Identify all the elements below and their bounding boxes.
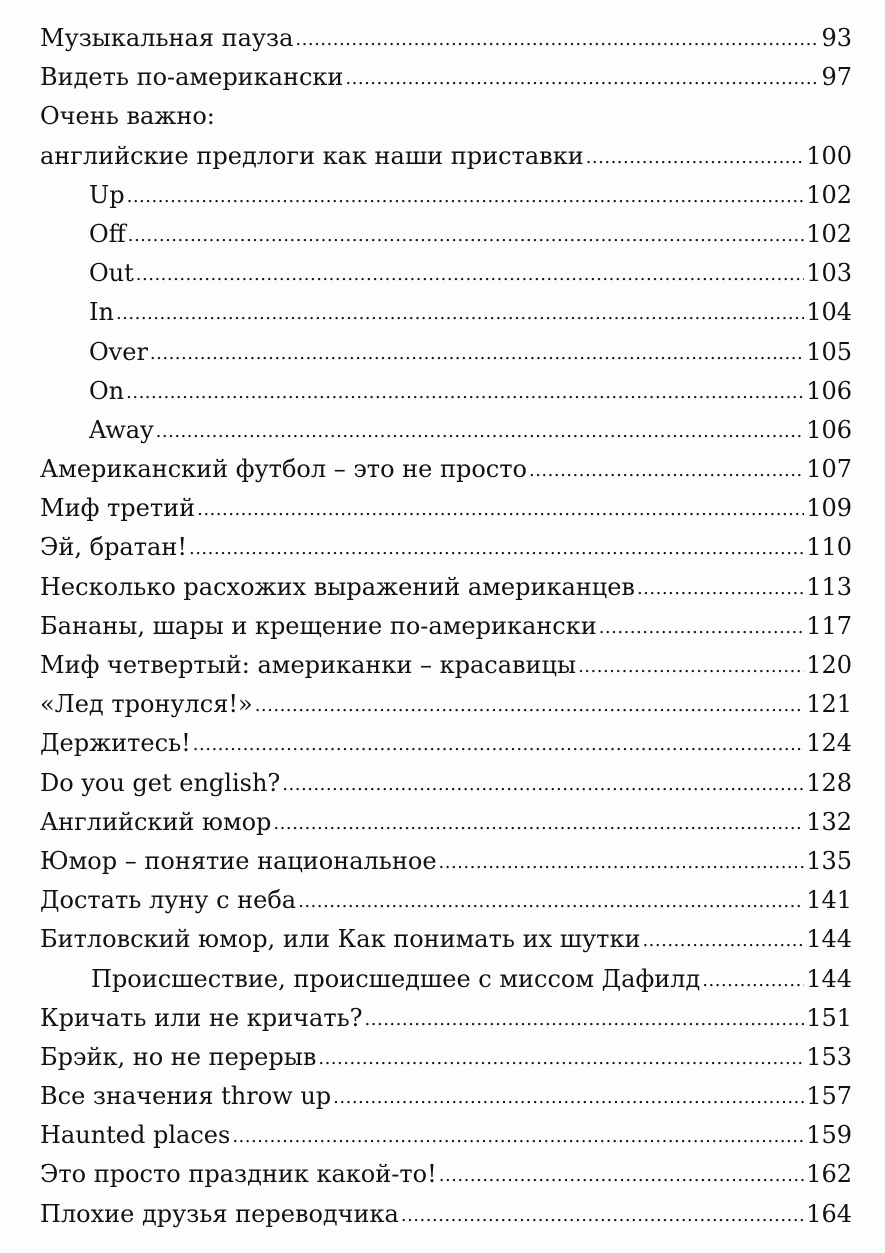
dot-leader <box>642 919 804 960</box>
toc-entry-title: Музыкальная пауза <box>40 24 294 52</box>
toc-entry-title: Очень важно: <box>40 102 215 131</box>
dot-leader <box>127 175 805 216</box>
toc-entry <box>40 881 852 920</box>
dot-leader <box>255 684 805 725</box>
toc-entry-title: Плохие друзья переводчика <box>40 1199 399 1228</box>
toc-entry-page: 124 <box>806 729 852 758</box>
toc-entry-page: 151 <box>806 1003 852 1032</box>
dot-leader <box>189 527 804 568</box>
toc-entry-title: Видеть по-американски <box>40 63 344 92</box>
toc-entry-title: Do you get english? <box>40 768 281 797</box>
toc-entry-page: 141 <box>806 886 852 915</box>
dot-leader <box>197 488 804 529</box>
dot-leader <box>345 57 819 98</box>
toc-entry <box>40 1116 852 1155</box>
toc-entry <box>40 137 852 176</box>
dot-leader <box>401 1194 804 1235</box>
dot-leader <box>439 1154 804 1195</box>
toc-entry-page: 103 <box>806 259 852 288</box>
toc-entry-page: 102 <box>806 180 852 209</box>
toc-entry-page: 157 <box>806 1082 852 1111</box>
toc-entry-page: 117 <box>806 611 852 640</box>
toc-entry-title: In <box>89 298 114 327</box>
toc-entry-title: Up <box>89 180 125 209</box>
toc-entry-page: 113 <box>806 572 852 601</box>
dot-leader <box>156 410 805 451</box>
toc-entry-title: Достать луну с неба <box>40 886 297 915</box>
toc-entry-page: 106 <box>806 376 852 405</box>
toc-entry <box>40 646 852 685</box>
toc-entry-title: Юмор – понятие национальное <box>40 846 437 875</box>
toc-entry-page: 107 <box>806 455 852 484</box>
toc-entry-page: 144 <box>806 925 852 954</box>
toc-entry <box>40 333 852 372</box>
toc-entry <box>40 372 852 411</box>
toc-entry-title: «Лед тронулся!» <box>40 690 253 719</box>
toc-entry <box>40 489 852 528</box>
toc-entry <box>40 960 852 999</box>
toc-entry <box>40 1038 852 1077</box>
toc-entry <box>40 450 852 489</box>
toc-entry <box>40 528 852 567</box>
toc-entry <box>40 411 852 450</box>
toc-entry-page: 102 <box>806 219 852 248</box>
toc-entry-title: Американский футбол – это не просто <box>40 455 527 484</box>
dot-leader <box>232 1115 804 1156</box>
toc-entry-title: английские предлоги как наши приставки <box>40 141 584 170</box>
dot-leader <box>150 332 804 373</box>
toc-entry-page: 105 <box>806 337 852 366</box>
toc-entry-page: 132 <box>806 807 852 836</box>
toc-entry <box>40 176 852 215</box>
dot-leader <box>318 1037 804 1078</box>
dot-leader <box>128 214 804 255</box>
toc-entry <box>40 724 852 763</box>
toc-entry <box>40 97 852 136</box>
dot-leader <box>586 136 804 177</box>
toc-entry-page: 128 <box>806 768 852 797</box>
toc-entry-title: On <box>89 376 125 405</box>
toc-entry-title: Держитесь! <box>40 729 191 758</box>
toc-entry <box>40 1077 852 1116</box>
toc-entry-page: 93 <box>821 24 852 52</box>
toc-entry <box>40 293 852 332</box>
toc-entry-page: 144 <box>806 964 852 993</box>
toc-entry-page: 100 <box>806 141 852 170</box>
toc-entry-title: Эй, братан! <box>40 533 187 562</box>
dot-leader <box>578 645 804 686</box>
toc-entry-title: Английский юмор <box>40 807 272 836</box>
toc-entry-page: 135 <box>806 846 852 875</box>
toc-entry <box>40 999 852 1038</box>
dot-leader <box>298 880 804 921</box>
toc-entry <box>40 215 852 254</box>
toc-entry-title: Haunted places <box>40 1121 231 1150</box>
toc-entry <box>40 764 852 803</box>
dot-leader <box>439 841 805 882</box>
dot-leader <box>702 959 804 1000</box>
toc-entry-page: 162 <box>806 1160 852 1189</box>
toc-entry-title: Off <box>89 219 126 248</box>
toc-entry <box>40 920 852 959</box>
toc-entry-title: Out <box>89 259 134 288</box>
toc-entry <box>40 19 852 58</box>
toc-entry-page: 120 <box>806 651 852 679</box>
toc-entry-title: Несколько расхожих выражений американцев <box>40 572 635 601</box>
dot-leader <box>295 18 819 59</box>
table-of-contents <box>40 19 852 1234</box>
dot-leader <box>333 1076 804 1117</box>
toc-entry-page: 164 <box>806 1199 852 1228</box>
dot-leader <box>365 998 805 1039</box>
toc-entry-title: Миф третий <box>40 494 196 523</box>
toc-entry-title: Брэйк, но не перерыв <box>40 1042 317 1071</box>
dot-leader <box>136 253 804 294</box>
dot-leader <box>637 567 804 608</box>
toc-entry-title: Away <box>89 415 154 444</box>
toc-entry-page: 104 <box>806 298 852 327</box>
toc-entry <box>40 685 852 724</box>
toc-entry <box>40 568 852 607</box>
toc-entry <box>40 607 852 646</box>
dot-leader <box>529 449 804 490</box>
dot-leader <box>273 802 804 843</box>
toc-entry-page: 121 <box>806 690 852 719</box>
toc-entry <box>40 842 852 881</box>
toc-entry-page: 106 <box>806 415 852 444</box>
dot-leader <box>599 606 805 647</box>
toc-entry-title: Это просто праздник какой-то! <box>40 1160 437 1189</box>
toc-entry-title: Битловский юмор, или Как понимать их шутки <box>40 925 641 954</box>
toc-entry-title: Over <box>89 337 148 366</box>
dot-leader <box>193 723 804 764</box>
toc-entry-title: Все значения throw up <box>40 1082 332 1111</box>
toc-entry-title: Бананы, шары и крещение по-американски <box>40 611 597 640</box>
toc-entry-title: Миф четвертый: американки – красавицы <box>40 651 577 679</box>
toc-entry-page: 110 <box>806 533 852 562</box>
toc-entry <box>40 1195 852 1234</box>
toc-entry <box>40 254 852 293</box>
toc-entry <box>40 803 852 842</box>
dot-leader <box>282 763 804 804</box>
toc-entry-page: 153 <box>806 1042 852 1071</box>
toc-entry-title: Происшествие, происшедшее с миссом Дафилд <box>91 964 701 993</box>
toc-entry-page: 97 <box>821 63 852 92</box>
toc-entry-page: 159 <box>806 1121 852 1150</box>
dot-leader <box>126 371 804 412</box>
toc-entry <box>40 58 852 97</box>
dot-leader <box>116 292 804 333</box>
toc-entry <box>40 1155 852 1194</box>
toc-entry-page: 109 <box>806 494 852 523</box>
toc-entry-title: Кричать или не кричать? <box>40 1003 363 1032</box>
